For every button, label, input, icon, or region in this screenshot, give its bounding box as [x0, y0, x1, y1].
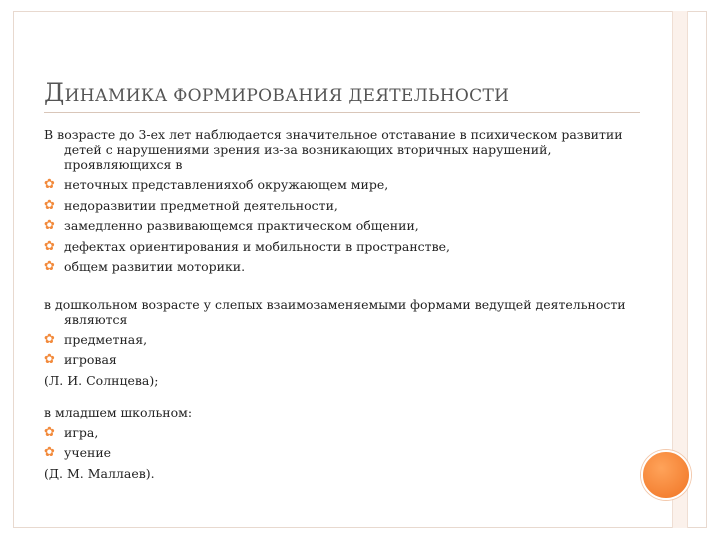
list-item: ✿ игровая — [44, 352, 117, 367]
gear-bullet-icon: ✿ — [44, 352, 55, 367]
gear-bullet-icon: ✿ — [44, 238, 55, 254]
list-item: ✿ замедленно развивающемся практическом общении, — [44, 218, 419, 233]
slide-title — [44, 78, 644, 107]
slide-content — [44, 127, 629, 481]
block3-source: (Д. М. Маллаев). — [44, 465, 155, 481]
block2-list — [44, 332, 629, 368]
list-item: ✿ недоразвитии предметной деятельности, — [44, 197, 338, 213]
block1-list — [44, 177, 629, 274]
decorative-side-bar — [672, 11, 688, 528]
block3-intro: в младшем школьном: — [44, 404, 193, 420]
list-item: ✿ общем развитии моторики. — [44, 259, 246, 274]
title-underline — [44, 112, 640, 113]
gear-bullet-icon: ✿ — [44, 445, 55, 460]
block2-source: (Л. И. Солнцева); — [44, 372, 159, 388]
block1-intro: В возрасте до 3-ех лет наблюдается значительное отставание в психическом развитии детей с нарушениями зрения из-за возникающих вторичных нарушений, проявляющихся в — [44, 127, 623, 172]
list-item: ✿ игра, — [44, 424, 99, 440]
gear-bullet-icon: ✿ — [44, 197, 55, 213]
list-item: ✿ учение — [44, 445, 112, 460]
block3-list — [44, 425, 629, 461]
gear-bullet-icon: ✿ — [44, 218, 55, 233]
gear-bullet-icon: ✿ — [44, 177, 55, 192]
title-rest: ИНАМИКА ФОРМИРОВАНИЯ ДЕЯТЕЛЬНОСТИ — [64, 86, 510, 106]
gear-bullet-icon: ✿ — [44, 331, 55, 347]
list-item: ✿ неточных представленияхоб окружающем мире, — [44, 177, 389, 192]
gear-bullet-icon: ✿ — [44, 424, 55, 440]
block2-intro: в дошкольном возрасте у слепых взаимозаменяемыми формами ведущей деятельности являются — [44, 296, 626, 327]
title-first-letter: Д — [44, 78, 65, 107]
decorative-orange-circle — [641, 450, 691, 500]
list-item: ✿ предметная, — [44, 331, 148, 347]
list-item: ✿ дефектах ориентирования и мобильности в пространстве, — [44, 238, 450, 254]
gear-bullet-icon: ✿ — [44, 259, 55, 274]
